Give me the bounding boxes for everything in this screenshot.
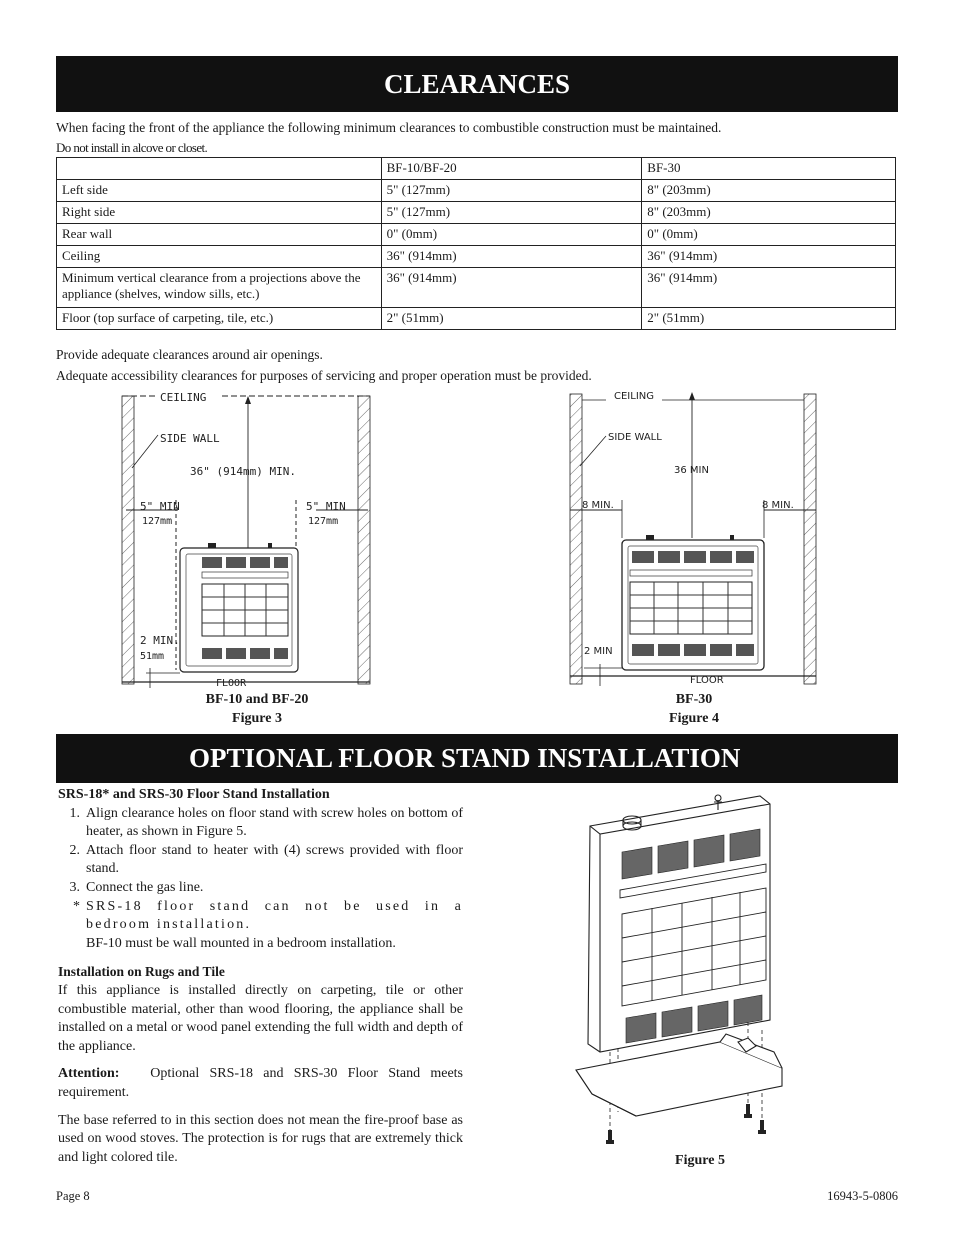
air-openings-text: Provide adequate clearances around air openings. <box>56 347 323 362</box>
list-item <box>58 842 463 879</box>
attention-label: Attention: <box>58 1066 120 1082</box>
label-left-min: 5" MIN <box>140 500 180 513</box>
step-text: Attach floor stand to heater with (4) screws provided with floor stand. <box>86 842 463 877</box>
star-note: SRS-18 floor stand can not be used in a bedroom installation. <box>86 898 463 933</box>
label-ceiling: CEILING <box>614 391 654 402</box>
clearances-note: Do not install in alcove or closet. <box>56 140 208 155</box>
table-header-cell <box>57 158 382 180</box>
figure-4-model-caption: BF-30 <box>675 692 713 707</box>
step-number: 2. <box>69 842 80 858</box>
table-cell: Rear wall <box>57 224 382 246</box>
right-wall-hatch <box>804 394 816 684</box>
table-row <box>57 268 896 308</box>
table-cell: Right side <box>57 202 382 224</box>
page-number: Page 8 <box>56 1189 90 1203</box>
document-number: 16943-5-0806 <box>827 1189 898 1203</box>
bedroom-note: BF-10 must be wall mounted in a bedroom installation. <box>86 935 396 951</box>
clearances-title: CLEARANCES <box>56 56 898 112</box>
clearances-intro: When facing the front of the appliance the following minimum clearances to combustible construction must be maintained. <box>56 120 722 135</box>
step-number: 3. <box>69 879 80 895</box>
right-wall-hatch <box>358 396 370 684</box>
heater-illustration <box>180 543 298 672</box>
rugs-heading: Installation on Rugs and Tile <box>58 964 225 980</box>
table-cell: 8" (203mm) <box>642 202 896 224</box>
step-text: Align clearance holes on floor stand with screw holes on bottom of heater, as shown in Figure 5. <box>86 805 463 840</box>
label-side-wall: SIDE WALL <box>160 432 220 445</box>
step-text: Connect the gas line. <box>86 879 204 895</box>
table-row <box>57 308 896 330</box>
table-row <box>57 246 896 268</box>
figure-4-caption: Figure 4 <box>669 711 719 726</box>
attention-text: Optional SRS-18 and SRS-30 Floor Stand meets requirement. <box>58 1066 464 1100</box>
base-text: The base referred to in this section does not mean the fire-proof base as used on wood stoves. The protection is for rugs that are extremely thick and light colored tile. <box>58 1112 463 1165</box>
label-floor-min: 2 MIN <box>584 646 613 657</box>
table-cell: 36" (914mm) <box>642 246 896 268</box>
star-marker: * <box>73 898 80 914</box>
table-cell: 5" (127mm) <box>381 180 642 202</box>
label-ceiling: CEILING <box>160 391 207 404</box>
table-row <box>57 180 896 202</box>
figure-3-model-caption: BF-10 and BF-20 <box>205 692 309 707</box>
figure-5-caption: Figure 5 <box>675 1153 725 1168</box>
floorstand-title: OPTIONAL FLOOR STAND INSTALLATION <box>56 734 898 783</box>
table-cell: 2" (51mm) <box>642 308 896 330</box>
table-header-cell: BF-10/BF-20 <box>381 158 642 180</box>
label-left-min: 8 MIN. <box>582 500 614 511</box>
label-vertical-clearance: 36" (914mm) MIN. <box>190 465 296 478</box>
table-cell: Minimum vertical clearance from a projections above the appliance (shelves, window sills, etc.) <box>57 268 382 308</box>
accessibility-text: Adequate accessibility clearances for purposes of servicing and proper operation must be provided. <box>56 368 592 383</box>
table-cell: 8" (203mm) <box>642 180 896 202</box>
table-cell: 0" (0mm) <box>381 224 642 246</box>
steps-list <box>58 805 463 954</box>
label-floor: FLOOR <box>216 678 247 689</box>
label-right-mm: 127mm <box>308 516 339 527</box>
figure-4-diagram <box>566 388 820 690</box>
table-cell: Ceiling <box>57 246 382 268</box>
label-floor-min: 2 MIN. <box>140 634 180 647</box>
left-wall-hatch <box>122 396 134 684</box>
heater-illustration <box>622 535 764 670</box>
table-cell: 2" (51mm) <box>381 308 642 330</box>
label-right-min: 8 MIN. <box>762 500 794 511</box>
table-cell: Left side <box>57 180 382 202</box>
table-row <box>57 224 896 246</box>
label-side-wall: SIDE WALL <box>608 432 662 443</box>
label-floor-mm: 51mm <box>140 651 165 662</box>
table-cell: 5" (127mm) <box>381 202 642 224</box>
rugs-text: If this appliance is installed directly on carpeting, tile or other combustible material, other than wood flooring, the appliance shall be installed on a metal or wood panel extending the full width and depth of the appliance. <box>58 982 463 1054</box>
floorstand-instructions <box>58 786 463 1167</box>
table-cell: 36" (914mm) <box>642 268 896 308</box>
label-left-mm: 127mm <box>142 516 173 527</box>
label-vertical-clearance: 36 MIN <box>674 465 709 476</box>
list-item <box>58 805 463 842</box>
figure-5-diagram <box>570 790 810 1152</box>
table-cell: 36" (914mm) <box>381 268 642 308</box>
table-header-row <box>57 158 896 180</box>
table-header-cell: BF-30 <box>642 158 896 180</box>
table-cell: Floor (top surface of carpeting, tile, etc.) <box>57 308 382 330</box>
table-cell: 36" (914mm) <box>381 246 642 268</box>
list-item <box>58 898 463 954</box>
table-cell: 0" (0mm) <box>642 224 896 246</box>
clearances-table <box>56 157 896 330</box>
left-wall-hatch <box>570 394 582 684</box>
label-right-min: 5" MIN <box>306 500 346 513</box>
floorstand-subheading: SRS-18* and SRS-30 Floor Stand Installation <box>58 787 330 802</box>
label-floor: FLOOR <box>690 675 724 686</box>
step-number: 1. <box>69 805 80 821</box>
list-item <box>58 879 463 898</box>
figure-3-caption: Figure 3 <box>232 711 282 726</box>
table-row <box>57 202 896 224</box>
figure-3-diagram <box>118 388 380 692</box>
